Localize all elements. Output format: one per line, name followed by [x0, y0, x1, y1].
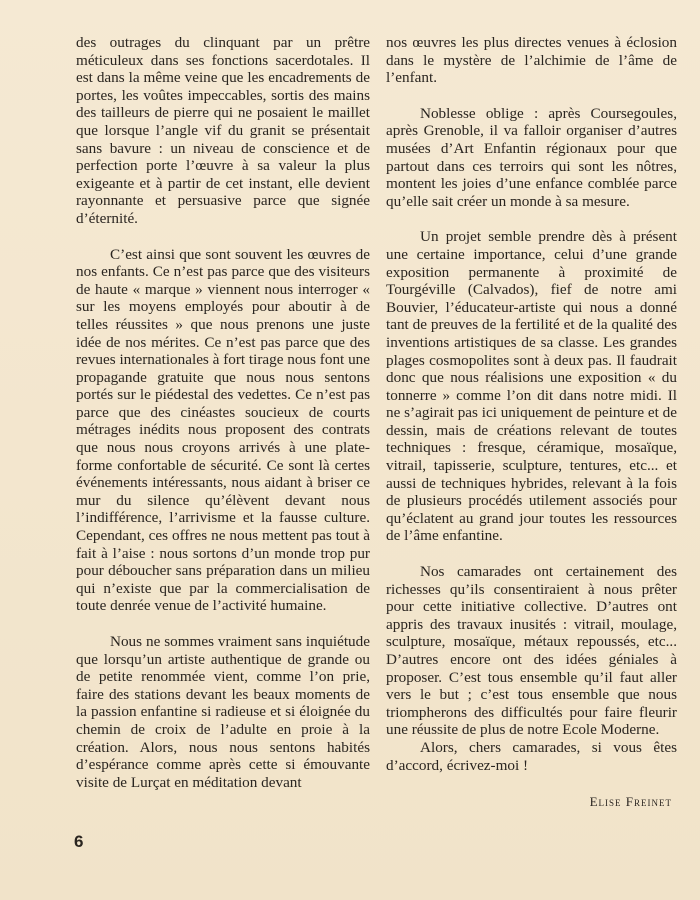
paragraph: nos œuvres les plus directes venues à éclosion dans le mystère de l’alchimie de l’âme de l’enfant. [386, 34, 677, 87]
page-number: 6 [74, 832, 84, 851]
paragraph: Nous ne sommes vraiment sans inquiétude que lorsqu’un artiste authentique de grande ou de petite renommée vient, comme l’on prie, faire des stations devant les beaux moments de la passion enfantine si radieuse et si éloignée du chemin de croix de l’adulte en proie à la création. Alors, nous nous sentons habités d’espérance comme après cette si émouvante visite de Lurçat en méditation devant [76, 633, 370, 791]
paragraph: Nos camarades ont certainement des richesses qu’ils consentiraient à nous prêter pour cette initiative collective. D’autres ont appris des travaux inusités : vitrail, moulage, sculpture, mosaïque, métaux repoussés, etc... D’autres encore ont des idées géniales à proposer. C’est tous ensemble qu’il faut aller vers le but ; c’est tous ensemble que nous triompherons des difficultés pour faire fleurir une réussite de plus de notre Ecole Moderne. [386, 563, 677, 739]
paragraph: des outrages du clinquant par un prêtre méticuleux dans ses fonctions sacerdotales. Il est dans la même veine que les encadrements de portes, les voûtes impeccables, sortis des mains des tailleurs de pierre qui ne posaient le maillet que lorsque l’angle vif du granit se présentait sans bavure : un niveau de conscience et de perfection porte l’œuvre à sa valeur la plus exigeante et à partir de cet instant, elle devient rayonnante et persuasive parce que signée d’éternité. [76, 34, 370, 227]
paragraph: Alors, chers camarades, si vous êtes d’accord, écrivez-moi ! [386, 738, 677, 774]
left-column [76, 34, 370, 791]
right-column [386, 34, 677, 774]
paragraph: Un projet semble prendre dès à présent une certaine importance, celui d’une grande exposition permanente à proximité de Tourgéville (Calvados), fief de notre ami Bouvier, l’éducateur-artiste qui nous a donné tant de preuves de la fertilité et de la qualité des inventions artistiques de sa classe. Les grandes plages cosmopolites sont à deux pas. Il faudrait donc que nous réalisions une exposition « du tonnerre » comme l’on dit dans notre midi. Il ne s’agirait pas ici uniquement de peinture et de dessin, mais de créations relevant de toutes techniques : fresque, céramique, mosaïque, vitrail, tapisserie, sculpture, tentures, etc... et aussi de techniques hybrides, relevant à la fois de plusieurs procédés utilement associés pour qu’éclatent au grand jour toutes les ressources de l’âme enfantine. [386, 228, 677, 545]
paragraph: Noblesse oblige : après Coursegoules, après Grenoble, il va falloir organiser d’autres musées d’Art Enfantin régionaux pour que partout dans ces terroirs qui sont les nôtres, montent les joies d’une enfance comblée parce qu’elle sait créer un monde à sa mesure. [386, 104, 677, 210]
author-signature: Elise Freinet [589, 794, 672, 809]
paragraph: C’est ainsi que sont souvent les œuvres de nos enfants. Ce n’est pas parce que des visiteurs de haute « marque » viennent nous interroger « sur les moyens employés pour aboutir à de telles réussites » que nous prenons une juste idée de nos mérites. Ce n’est pas parce que des revues internationales à fort tirage nous font une propagande gratuite que nous nous sentons portés sur le piédestal des vedettes. Ce n’est pas parce que des cinéastes soucieux de courts métrages inédits nous proposent des contrats que nous nous croyons arrivés à une plate-forme confortable de sécurité. Ce sont là certes événements intéressants, nous aidant à briser ce mur du silence qu’élèvent devant nous l’indifférence, l’arrivisme et la fausse culture. Cependant, ces offres ne nous mettent pas tout à fait à l’aise : nous sortons d’un monde trop pur pour déboucher sans préparation dans un milieu qui n’existe que par la commercialisation de toute denrée venue de l’activité humaine. [76, 245, 370, 615]
